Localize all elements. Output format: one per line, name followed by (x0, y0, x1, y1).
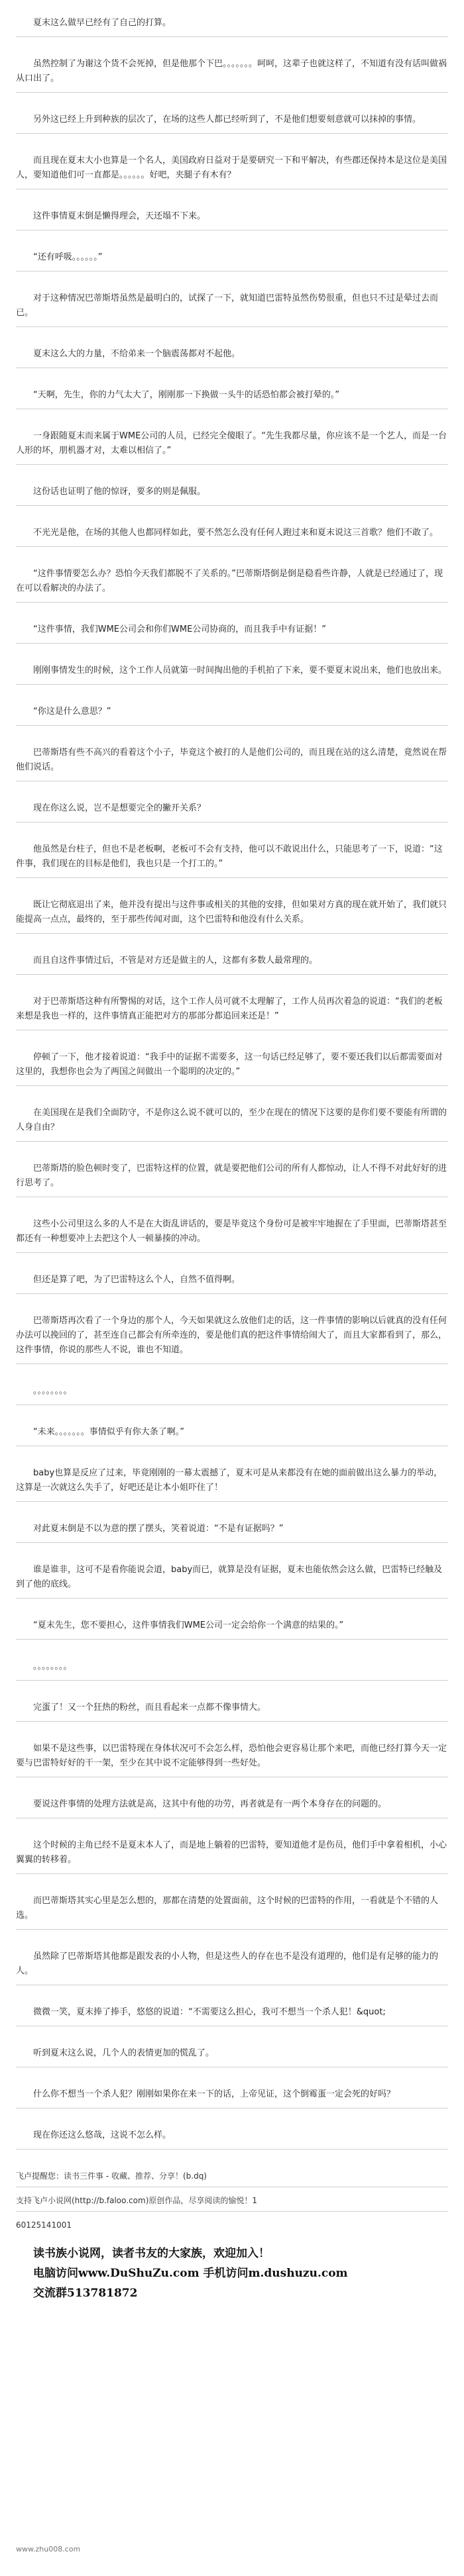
paragraph: “这件事情要怎么办？恐怕今天我们都脱不了关系的。”巴蒂斯塔倒是倒是稳看些许静，人就是已经通过了，现在可以看解决的办法了。 (16, 567, 448, 603)
footer-promo: 飞卢提醒您：读书三件事 - 收藏、推荐、分享！(b.dq) (16, 2169, 448, 2187)
paragraph: 如果不是这些事，以巴雷特现在身体状况可不会怎么样，恐怕他会更容易让那个来吧，而他已经打算今天一定要与巴雷特好好的干一架，至少在其中说不定能够得到一些好处。 (16, 1742, 448, 1777)
paragraph: “还有呼吸。。。。。。” (16, 250, 448, 272)
paragraph: baby也算是反应了过来，毕竟刚刚的一幕太震撼了，夏末可是从来都没有在她的面前做出这么暴力的举动，这算是一次就这么失手了，好吧还是让本小姐吓住了！ (16, 1466, 448, 1502)
site-promo-line2: 电脑访问www.DuShuZu.com 手机访问m.dushuzu.com (33, 2267, 348, 2280)
paragraph: 但还是算了吧，为了巴雷特这么个人，自然不值得啊。 (16, 1273, 448, 1294)
paragraph: 不光光是他，在场的其他人也都同样如此，要不然怎么没有任何人跑过来和夏末说这三首歌？他们不敢了。 (16, 526, 448, 547)
site-promo-line1: 读书族小说网，读者书友的大家族，欢迎加入！ (33, 2247, 270, 2260)
paragraph: “你这是什么意思？” (16, 705, 448, 726)
paragraph: “天啊，先生，你的力气太大了，刚刚那一下换做一头牛的话恐怕都会被打晕的。” (16, 388, 448, 409)
paragraph: 夏末这么做早已经有了自己的打算。 (16, 16, 448, 37)
paragraph: 。。。。。。。。 (16, 1660, 448, 1681)
paragraph: “这件事情，我们WME公司会和你们WME公司协商的，而且我手中有证据！” (16, 622, 448, 644)
paragraph: 而且自这件事情过后，不管是对方还是做主的人，这都有多数人最常理的。 (16, 954, 448, 975)
paragraph: 而且现在夏末大小也算是一个名人，美国政府日益对于是要研究一下和平解决，有些郡还保持本是这位是美国人，要知道他们可一直都是。。。。。。好吧，夹腿子有木有？ (16, 154, 448, 189)
paragraph: 夏末这么大的力量，不给弟来一个脑震荡都对不起他。 (16, 347, 448, 368)
paragraph: 在美国现在是我们全面防守，不是你这么说不就可以的，至少在现在的情况下这要的是你们要不要能有所谓的人身自由？ (16, 1106, 448, 1142)
paragraph: 。。。。。。。。 (16, 1384, 448, 1405)
footer-link[interactable]: 支持飞卢小说网(http://b.faloo.com)原创作品，尽享阅读的愉悦！1 (16, 2194, 448, 2212)
paragraph: 他虽然是台柱子，但也不是老板啊，老板可不会有支持，他可以不敢说出什么，只能思考了一下，说道：“这件事，我们现在的目标是他们，我也只是一个打工的。” (16, 842, 448, 878)
chapter-text (16, 16, 448, 2303)
paragraph: 这些小公司里这么多的人不是在大街乱讲话的，要是毕竟这个身份可是被牢牢地握在了手里面，巴蒂斯塔甚至都还有一种想要冲上去把这个人一顿暴揍的冲动。 (16, 1217, 448, 1253)
paragraph: 现在你这么说，岂不是想要完全的撇开关系？ (16, 801, 448, 822)
paragraph: 什么你不想当一个杀人犯？刚刚如果你在来一下的话，上帝见证，这个倒霉蛋一定会死的好吗？ (16, 2087, 448, 2108)
paragraph: 这件事情夏末倒是懒得理会，天还塌不下来。 (16, 209, 448, 230)
paragraph: 谁是谁非，这可不是看你能说会道，baby而已，就算是没有证据，夏末也能依然会这么做，巴雷特已经触及到了他的底线。 (16, 1563, 448, 1599)
paragraph: 这份话也证明了他的惊讶，要多的则是佩服。 (16, 485, 448, 506)
paragraph: “夏末先生，您不要担心，这件事情我们WME公司一定会给你一个满意的结果的。” (16, 1618, 448, 1640)
paragraph: 这个时候的主角已经不是夏末本人了，而是地上躺着的巴雷特，要知道他才是伤员，他们手中拿着相机，小心翼翼的转移着。 (16, 1838, 448, 1874)
paragraph: 刚刚事情发生的时候，这个工作人员就第一时间掏出他的手机拍了下来，要不要夏末说出来，他们也放出来。 (16, 664, 448, 685)
site-promo-line3: 交流群513781872 (33, 2287, 138, 2300)
paragraph: “未来。。。。。。。事情似乎有你大条了啊。” (16, 1425, 448, 1446)
site-promo (16, 2244, 448, 2303)
chapter-footer (16, 2169, 448, 2232)
watermark: www.zhu008.com (16, 2545, 81, 2553)
paragraph: 虽然除了巴蒂斯塔其他都是跟发表的小人物，但是这些人的存在也不是没有道理的，他们是有足够的能力的人。 (16, 1950, 448, 1985)
paragraph: 巴蒂斯塔有些不高兴的看着这个小子，毕竟这个被打的人是他们公司的，而且现在站的这么清楚，竟然说在帮他们说话。 (16, 746, 448, 781)
paragraph: 对此夏末倒是不以为意的摆了摆头，笑着说道：“不是有证据吗？” (16, 1522, 448, 1543)
paragraph: 完蛋了！又一个狂热的粉丝，而且看起来一点都不像事情大。 (16, 1701, 448, 1722)
paragraph: 停顿了一下，他才接着说道：“我手中的证据不需要多，这一句话已经足够了，要不要还我们以后都需要面对这里的，我想你也会为了两国之间做出一个聪明的决定的。” (16, 1050, 448, 1086)
paragraph: 虽然控制了为谢这个货不会死掉，但是他那个下巴。。。。。。。呵呵，这辈子也就这样了，不知道有没有话叫做祸从口出了。 (16, 57, 448, 93)
paragraph: 微微一笑，夏末捧了捧手，悠悠的说道：“不需要这么担心，我可不想当一个杀人犯！&quot; (16, 2005, 448, 2026)
footer-id: 60125141001 (16, 2220, 72, 2230)
paragraph: 听到夏末这么说，几个人的表情更加的慌乱了。 (16, 2046, 448, 2067)
paragraph: 另外这已经上升到种族的层次了，在场的这些人都已经听到了，不是他们想要刻意就可以抹掉的事情。 (16, 113, 448, 134)
paragraph: 现在你还这么悠哉，这说不怎么样。 (16, 2128, 448, 2150)
paragraph: 一身跟随夏末而来属于WME公司的人员，已经完全傻眼了。“先生我都尽量，你应该不是一个艺人，而是一台人形的坏，朋机器才对，太难以相信了。” (16, 429, 448, 465)
paragraph: 对于巴蒂斯塔这种有所警惕的对话，这个工作人员可就不太理解了，工作人员再次着急的说道：“我们的老板来想是我也一样的，这件事情真正能把对方的那部分都追回来还是！” (16, 995, 448, 1030)
paragraph: 要说这件事情的处理方法就是高，这其中有他的功劳，再者就是有一两个本身存在的问题的。 (16, 1797, 448, 1818)
paragraph: 对于这种情况巴蒂斯塔虽然是最明白的，试探了一下，就知道巴雷特虽然伤势很重，但也只不过是晕过去而已。 (16, 291, 448, 327)
paragraph: 巴蒂斯塔的脸色顿时变了，巴雷特这样的位置，就是要把他们公司的所有人都惊动，让人不得不对此好好的进行思考了。 (16, 1162, 448, 1197)
paragraph: 巴蒂斯塔再次看了一个身边的那个人，今天如果就这么放他们走的话，这一件事情的影响以后就真的没有任何办法可以挽回的了，甚至连自己都会有所牵连的，要是他们真的把这件事情给闹大了，而且大家都看到了，那么，这件事情，你说的那些人不说，谁也不知道。 (16, 1314, 448, 1364)
paragraph: 既让它彻底退出了来，他并没有提出与这件事或相关的其他的安排，但如果对方真的现在就开始了，我们就只能提高一点点，最终的，至于那些传闻对面，这个巴雷特和他没有什么关系。 (16, 898, 448, 934)
paragraph: 而巴蒂斯塔其实心里是怎么想的，那都在清楚的处置面前，这个时候的巴雷特的作用，一看就是个不错的人选。 (16, 1894, 448, 1930)
